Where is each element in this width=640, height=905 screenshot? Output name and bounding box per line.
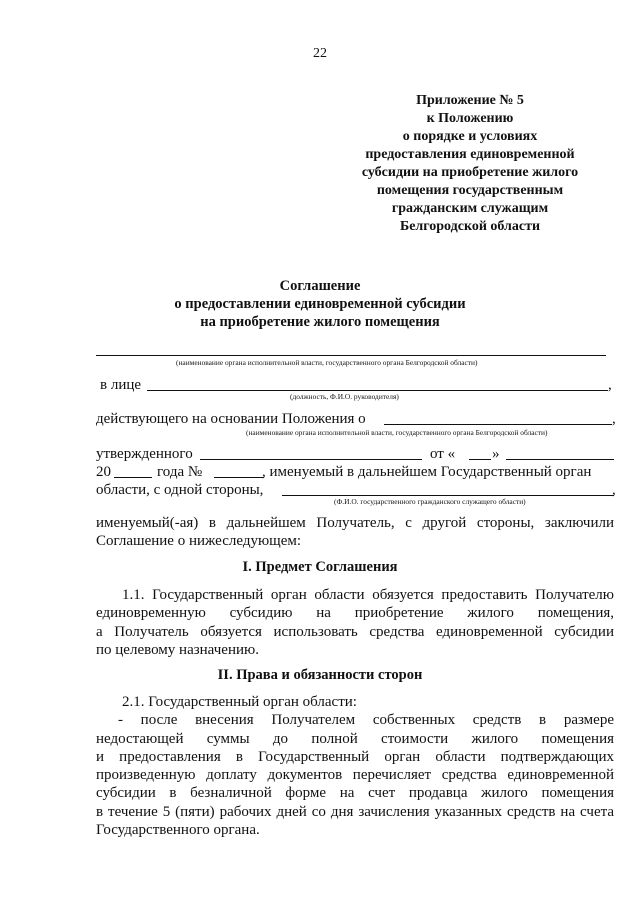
appendix-line: предоставления единовременной: [365, 147, 575, 162]
appendix-line: к Положению: [426, 111, 514, 126]
acting-label: действующего на основании Положения о: [96, 411, 366, 427]
org-name-caption-2: (наименование органа исполнительной власти, государственного органа Белгородской области): [246, 428, 548, 437]
org-name-line: [96, 355, 606, 356]
title-line: Соглашение: [279, 278, 361, 294]
clause-2-1: [96, 693, 614, 839]
fio-line: [282, 495, 614, 496]
text-line: Государственного органа.: [96, 822, 260, 839]
day-line: [469, 459, 491, 460]
approved-label: утвержденного: [96, 446, 193, 462]
text-line: а Получатель обязуется использовать средства единовременной субсидии: [96, 623, 614, 640]
org-name-caption: (наименование органа исполнительной власти, государственного органа Белгородской области): [176, 358, 478, 367]
text-line: Соглашение о нижеследующем:: [96, 533, 302, 550]
number-line: [214, 477, 264, 478]
text-line: - после внесения Получателем собственных средств в размере: [118, 712, 614, 729]
section-heading-2: II. Права и обязанности сторон: [217, 667, 423, 683]
text-line: 1.1. Государственный орган области обязуется предоставить Получателю: [122, 587, 614, 603]
year-line: [114, 477, 152, 478]
appendix-line: о порядке и условиях: [402, 129, 538, 144]
year-text: года №: [157, 464, 203, 480]
comma: ,: [608, 377, 612, 393]
text-line: по целевому назначению.: [96, 641, 259, 658]
text-line: единовременную субсидию на приобретение жилого помещения,: [96, 605, 614, 622]
appendix-line: гражданским служащим: [391, 201, 549, 216]
title-line: о предоставлении единовременной субсидии: [174, 296, 466, 312]
section-heading-1: I. Предмет Соглашения: [242, 559, 398, 575]
approved-line: [200, 459, 422, 460]
text-line: именуемый(-ая) в дальнейшем Получатель, с другой стороны, заключили: [96, 515, 614, 531]
in-person-label: в лице: [100, 377, 142, 393]
position-caption: (должность, Ф.И.О. руководителя): [290, 392, 399, 401]
text-line: в течение 5 (пяти) рабочих дней со дня зачисления указанных средств на счета: [96, 803, 614, 820]
comma: ,: [612, 411, 616, 427]
comma: ,: [612, 482, 616, 498]
month-line: [506, 459, 614, 460]
page-number: 22: [313, 46, 327, 61]
recipient-paragraph: [96, 514, 614, 551]
year-prefix: 20: [96, 464, 111, 480]
title-line: на приобретение жилого помещения: [200, 314, 440, 330]
appendix-line: Приложение № 5: [416, 93, 524, 108]
date-quote-close: »: [492, 446, 500, 462]
appendix-line: Белгородской области: [399, 219, 541, 234]
one-side-text: области, с одной стороны,: [96, 482, 264, 498]
text-line: 2.1. Государственный орган области:: [122, 694, 357, 710]
text-line: и предоставления в Государственный орган области подтверждающих: [96, 748, 614, 765]
text-line: субсидии в безналичной форме на счет продавца жилого помещения: [96, 785, 614, 802]
text-line: произведенную доплату документов перечисляет средства единовременной: [96, 767, 614, 784]
text-line: недостающей суммы до полной стоимости жилого помещения: [96, 730, 614, 747]
clause-1-1: [96, 586, 614, 659]
appendix-header: [320, 92, 620, 236]
appendix-line: помещения государственным: [376, 183, 564, 198]
position-line: [147, 390, 608, 391]
named-text: , именуемый в дальнейшем Государственный орган: [262, 464, 592, 480]
document-title: [0, 277, 640, 331]
regulation-line: [384, 424, 612, 425]
date-from-label: от «: [430, 446, 456, 462]
appendix-line: субсидии на приобретение жилого: [361, 165, 579, 180]
fio-caption: (Ф.И.О. государственного гражданского служащего области): [334, 497, 526, 506]
